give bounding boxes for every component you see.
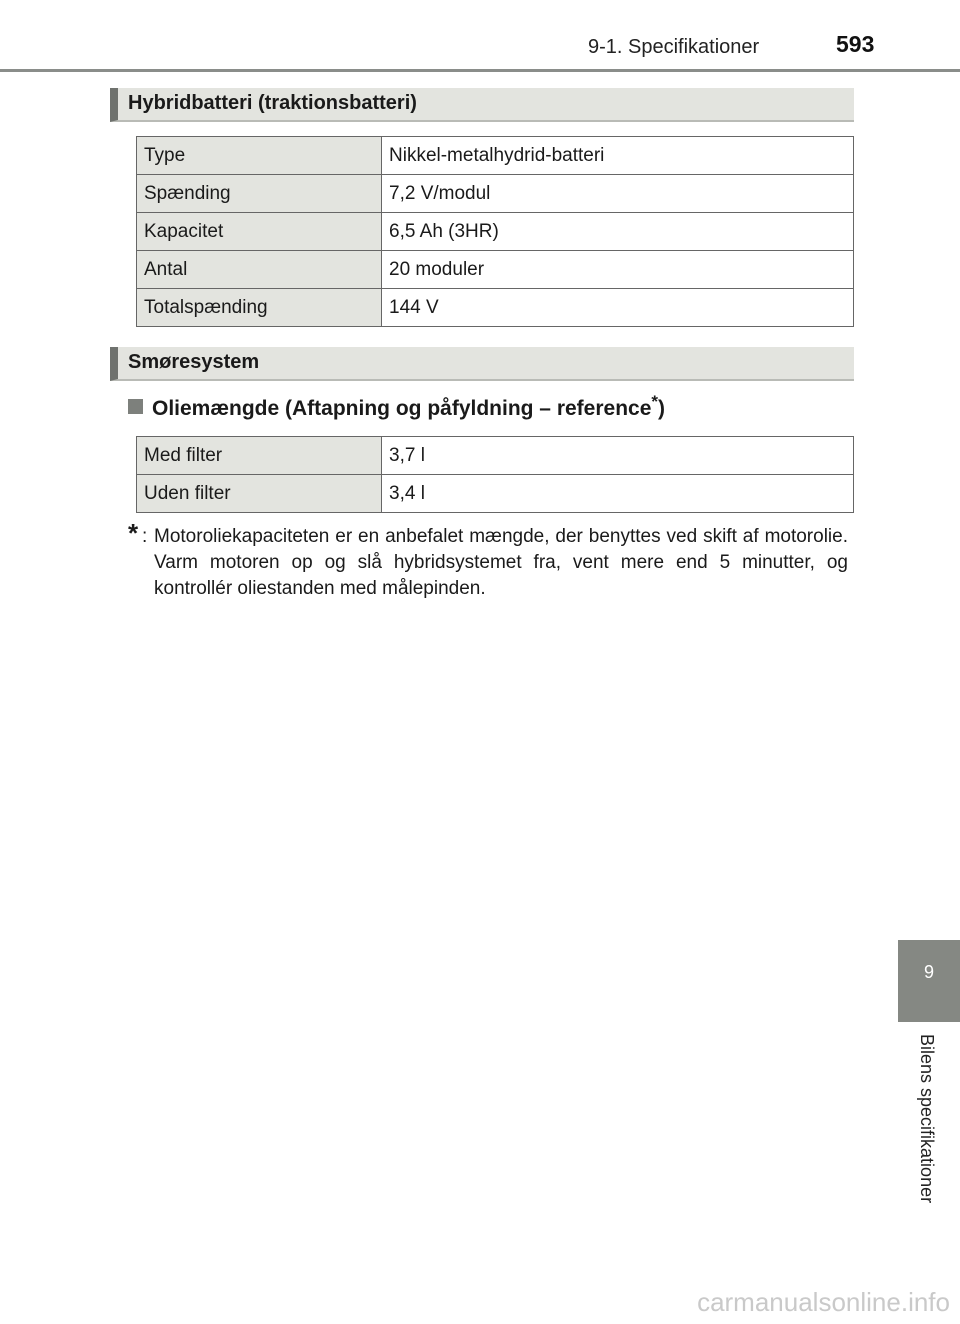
hybrid-battery-title: Hybridbatteri (traktionsbatteri) [128, 92, 417, 114]
spec-label: Totalspænding [137, 289, 382, 327]
square-bullet-icon [128, 399, 143, 414]
hybrid-battery-heading [110, 88, 854, 122]
lubrication-title: Smøresystem [128, 351, 260, 373]
oil-capacity-table [136, 436, 854, 513]
spec-label: Type [137, 137, 382, 175]
spec-label: Med filter [137, 437, 382, 475]
chapter-tab [898, 940, 960, 1022]
page-header [0, 0, 960, 75]
header-rule [0, 69, 960, 72]
table-row [137, 475, 854, 513]
footnote-text: Motoroliekapaciteten er en anbefalet mængde, der benyttes ved skift af motorolie. Varm motoren op og slå hybridsystemet fra, vent mere end 5 minutter, og kontrollér oliestanden med målepinden. [154, 526, 848, 599]
watermark: carmanualsonline.info [697, 1287, 950, 1317]
footnote-mark: * [128, 518, 139, 548]
footnote-colon: : [142, 526, 148, 547]
oil-capacity-subheading-close: ) [658, 397, 666, 420]
spec-value: 20 moduler [382, 251, 854, 289]
chapter-label: Bilens specifikationer [917, 1034, 937, 1204]
spec-value: 3,4 l [382, 475, 854, 513]
spec-value: Nikkel-metalhydrid-batteri [382, 137, 854, 175]
oil-capacity-subheading [128, 392, 665, 421]
footnote-reference-mark: * [651, 392, 659, 411]
spec-value: 6,5 Ah (3HR) [382, 213, 854, 251]
lubrication-heading [110, 347, 854, 381]
page-number: 593 [836, 31, 875, 57]
oil-capacity-subheading-text: Oliemængde (Aftapning og påfyldning – reference [152, 397, 652, 420]
section-title: 9-1. Specifikationer [588, 36, 760, 58]
table-row [137, 437, 854, 475]
spec-label: Spænding [137, 175, 382, 213]
spec-value: 3,7 l [382, 437, 854, 475]
spec-value: 144 V [382, 289, 854, 327]
hybrid-battery-table [136, 136, 854, 327]
table-row [137, 137, 854, 175]
spec-value: 7,2 V/modul [382, 175, 854, 213]
footnote [128, 518, 848, 602]
spec-label: Uden filter [137, 475, 382, 513]
spec-label: Kapacitet [137, 213, 382, 251]
table-row [137, 213, 854, 251]
chapter-number: 9 [923, 962, 934, 982]
table-row [137, 251, 854, 289]
spec-label: Antal [137, 251, 382, 289]
table-row [137, 175, 854, 213]
table-row [137, 289, 854, 327]
